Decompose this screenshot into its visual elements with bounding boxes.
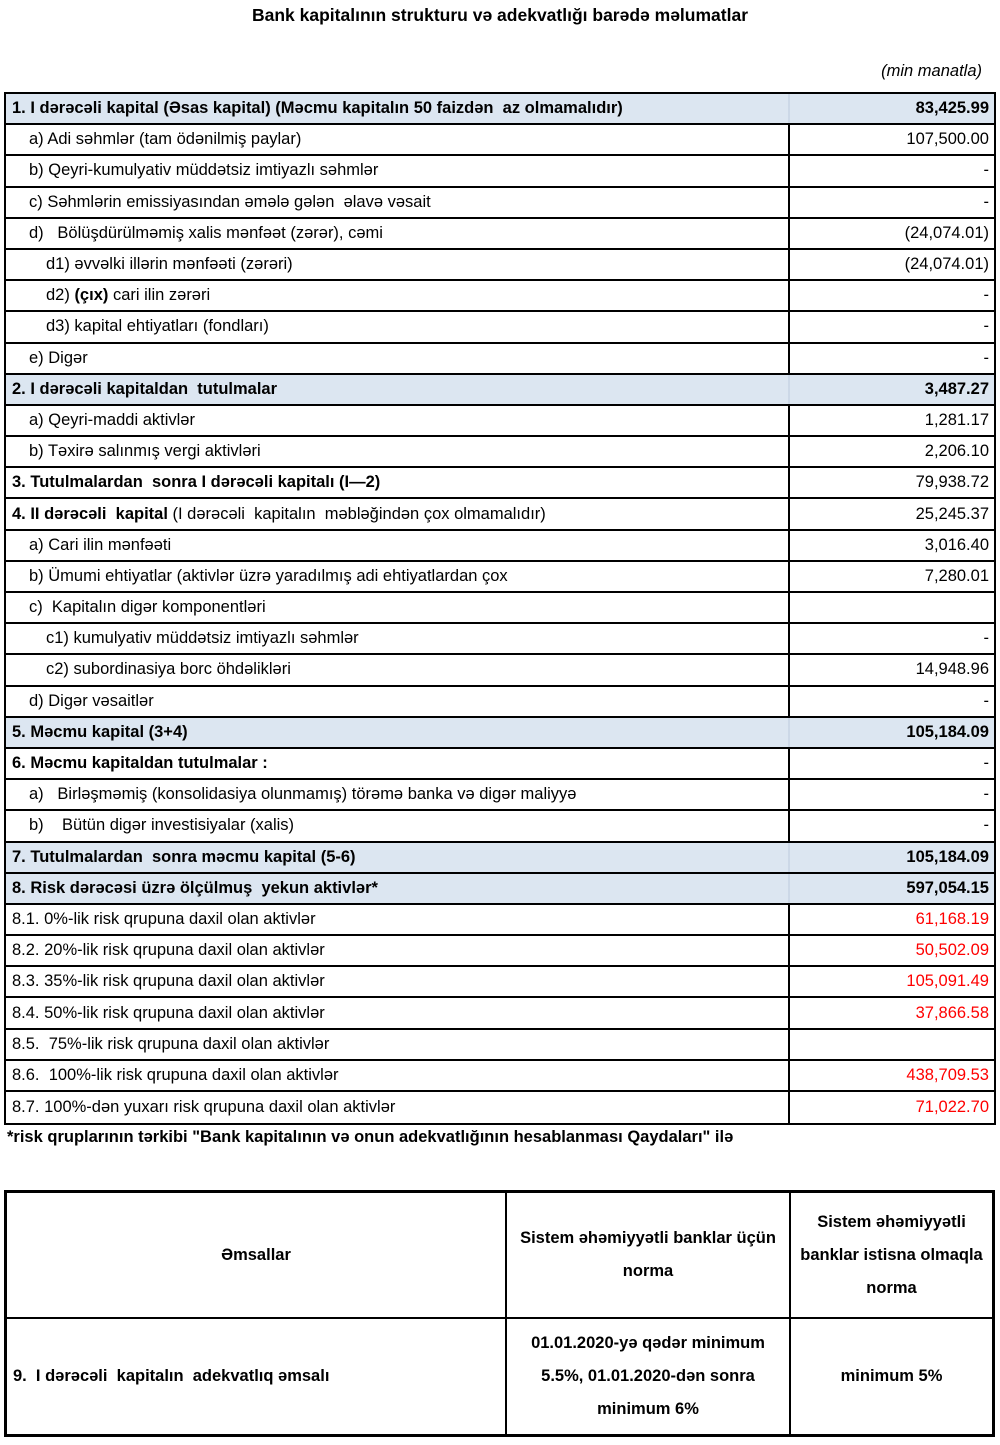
row-value: 61,168.19 — [915, 909, 989, 928]
row-value: - — [983, 816, 989, 835]
row-label: 8.2. 20%-lik risk qrupuna daxil olan aktivlər — [6, 936, 790, 965]
row-label: d) Bölüşdürülməmiş xalis mənfəət (zərər), cəmi — [6, 219, 790, 248]
table-row — [6, 905, 994, 936]
row-value: 1,281.17 — [924, 410, 989, 429]
ratio-label: 9. I dərəcəli kapitalın adekvatlıq əmsalı — [7, 1319, 507, 1434]
row-value: 83,425.99 — [915, 99, 989, 118]
row-value: 2,206.10 — [924, 442, 989, 461]
table-row — [6, 499, 994, 530]
row-label: c1) kumulyativ müddətsiz imtiyazlı səhmlər — [6, 624, 790, 653]
row-label: c) Səhmlərin emissiyasından əmələ gələn əlavə vəsait — [6, 188, 790, 217]
row-value: 107,500.00 — [906, 130, 989, 149]
row-label: b) Qeyri-kumulyativ müddətsiz imtiyazlı səhmlər — [6, 156, 790, 185]
row-label: 8.1. 0%-lik risk qrupuna daxil olan aktivlər — [6, 905, 790, 934]
table-row — [6, 219, 994, 250]
row-label: 3. Tutulmalardan sonra I dərəcəli kapitalı (I—2) — [6, 468, 790, 497]
table-row — [6, 468, 994, 499]
header-systemic-norm: Sistem əhəmiyyətli banklar üçün norma — [507, 1193, 791, 1317]
table-row — [6, 624, 994, 655]
table-row — [6, 250, 994, 281]
row-value: - — [983, 192, 989, 211]
row-value: 438,709.53 — [906, 1065, 989, 1084]
table-row — [6, 281, 994, 312]
ratio-systemic-norm: 01.01.2020-yə qədər minimum 5.5%, 01.01.2020-dən sonra minimum 6% — [507, 1319, 791, 1434]
row-value: 7,280.01 — [924, 566, 989, 585]
table-row — [6, 998, 994, 1029]
table-row — [6, 1030, 994, 1061]
ratios-data-row — [7, 1319, 992, 1434]
row-value: - — [983, 286, 989, 305]
table-row — [6, 593, 994, 624]
row-label: 2. I dərəcəli kapitaldan tutulmalar — [6, 375, 790, 404]
row-label: 8.3. 35%-lik risk qrupuna daxil olan aktivlər — [6, 967, 790, 996]
row-value: - — [983, 691, 989, 710]
row-label: d) Digər vəsaitlər — [6, 687, 790, 716]
ratios-header-row — [7, 1193, 992, 1319]
table-row — [6, 312, 994, 343]
row-value — [790, 1030, 994, 1059]
row-value: 50,502.09 — [915, 941, 989, 960]
row-label: a) Qeyri-maddi aktivlər — [6, 406, 790, 435]
table-row — [6, 375, 994, 406]
row-value: - — [983, 317, 989, 336]
table-row — [6, 1061, 994, 1092]
row-value: - — [983, 754, 989, 773]
table-row — [6, 188, 994, 219]
table-row — [6, 687, 994, 718]
row-label: c2) subordinasiya borc öhdəlikləri — [6, 655, 790, 684]
row-label: 4. II dərəcəli kapital (I dərəcəli kapitalın məbləğindən çox olmamalıdır) — [6, 499, 790, 528]
table-row — [6, 156, 994, 187]
table-row — [6, 94, 994, 125]
table-row — [6, 843, 994, 874]
row-label: 7. Tutulmalardan sonra məcmu kapital (5-6) — [6, 843, 790, 872]
table-row — [6, 437, 994, 468]
adequacy-ratios-table — [4, 1190, 995, 1437]
unit-note: (min manatla) — [881, 62, 982, 80]
row-label: 8.4. 50%-lik risk qrupuna daxil olan aktivlər — [6, 998, 790, 1027]
row-label: a) Birləşməmiş (konsolidasiya olunmamış) törəmə banka və digər maliyyə — [6, 780, 790, 809]
row-value: 105,184.09 — [906, 722, 989, 741]
table-row — [6, 749, 994, 780]
risk-groups-footnote: *risk qruplarının tərkibi "Bank kapitalının və onun adekvatlığının hesablanması Qaydaları" ilə — [7, 1128, 734, 1146]
row-label: 1. I dərəcəli kapital (Əsas kapital) (Məcmu kapitalın 50 faizdən az olmamalıdır) — [6, 94, 790, 123]
table-row — [6, 718, 994, 749]
row-label: b) Təxirə salınmış vergi aktivləri — [6, 437, 790, 466]
row-value: 3,016.40 — [924, 535, 989, 554]
row-label: 8.7. 100%-dən yuxarı risk qrupuna daxil olan aktivlər — [6, 1092, 790, 1123]
row-label: 8.5. 75%-lik risk qrupuna daxil olan aktivlər — [6, 1030, 790, 1059]
row-value — [790, 593, 994, 622]
row-label: 5. Məcmu kapital (3+4) — [6, 718, 790, 747]
row-value: - — [983, 629, 989, 648]
row-value: (24,074.01) — [904, 255, 989, 274]
page-title: Bank kapitalının strukturu və adekvatlığı barədə məlumatlar — [252, 5, 748, 25]
row-value: - — [983, 348, 989, 367]
row-label: d1) əvvəlki illərin mənfəəti (zərəri) — [6, 250, 790, 279]
table-row — [6, 125, 994, 156]
table-row — [6, 562, 994, 593]
row-value: 105,091.49 — [906, 972, 989, 991]
header-non-systemic-norm: Sistem əhəmiyyətli banklar istisna olmaqla norma — [800, 1212, 983, 1297]
table-row — [6, 531, 994, 562]
table-row — [6, 780, 994, 811]
row-label: b) Bütün digər investisiyalar (xalis) — [6, 811, 790, 840]
row-label: d3) kapital ehtiyatları (fondları) — [6, 312, 790, 341]
row-value: 25,245.37 — [915, 504, 989, 523]
header-coefficients: Əmsallar — [7, 1193, 507, 1317]
row-value: 37,866.58 — [915, 1003, 989, 1022]
row-label: c) Kapitalın digər komponentləri — [6, 593, 790, 622]
row-label: 8. Risk dərəcəsi üzrə ölçülmuş yekun aktivlər* — [6, 874, 790, 903]
row-label: d2) (çıx) cari ilin zərəri — [6, 281, 790, 310]
row-value: 597,054.15 — [906, 878, 989, 897]
table-row — [6, 344, 994, 375]
table-row — [6, 967, 994, 998]
capital-structure-table — [4, 92, 996, 1125]
row-label: b) Ümumi ehtiyatlar (aktivlər üzrə yaradılmış adi ehtiyatlardan çox — [6, 562, 790, 591]
row-value: 14,948.96 — [915, 660, 989, 679]
row-label: a) Cari ilin mənfəəti — [6, 531, 790, 560]
row-value: - — [983, 785, 989, 804]
row-value: (24,074.01) — [904, 223, 989, 242]
table-row — [6, 1092, 994, 1123]
row-value: 3,487.27 — [924, 379, 989, 398]
row-value: - — [983, 161, 989, 180]
table-row — [6, 936, 994, 967]
table-row — [6, 811, 994, 842]
row-value: 79,938.72 — [915, 473, 989, 492]
row-label: a) Adi səhmlər (tam ödənilmiş paylar) — [6, 125, 790, 154]
row-label: 6. Məcmu kapitaldan tutulmalar : — [6, 749, 790, 778]
row-value: 71,022.70 — [915, 1098, 989, 1117]
row-label: 8.6. 100%-lik risk qrupuna daxil olan aktivlər — [6, 1061, 790, 1090]
table-row — [6, 655, 994, 686]
row-value: 105,184.09 — [906, 847, 989, 866]
table-row — [6, 406, 994, 437]
ratio-non-systemic-norm: minimum 5% — [840, 1367, 943, 1385]
row-label: e) Digər — [6, 344, 790, 373]
table-row — [6, 874, 994, 905]
